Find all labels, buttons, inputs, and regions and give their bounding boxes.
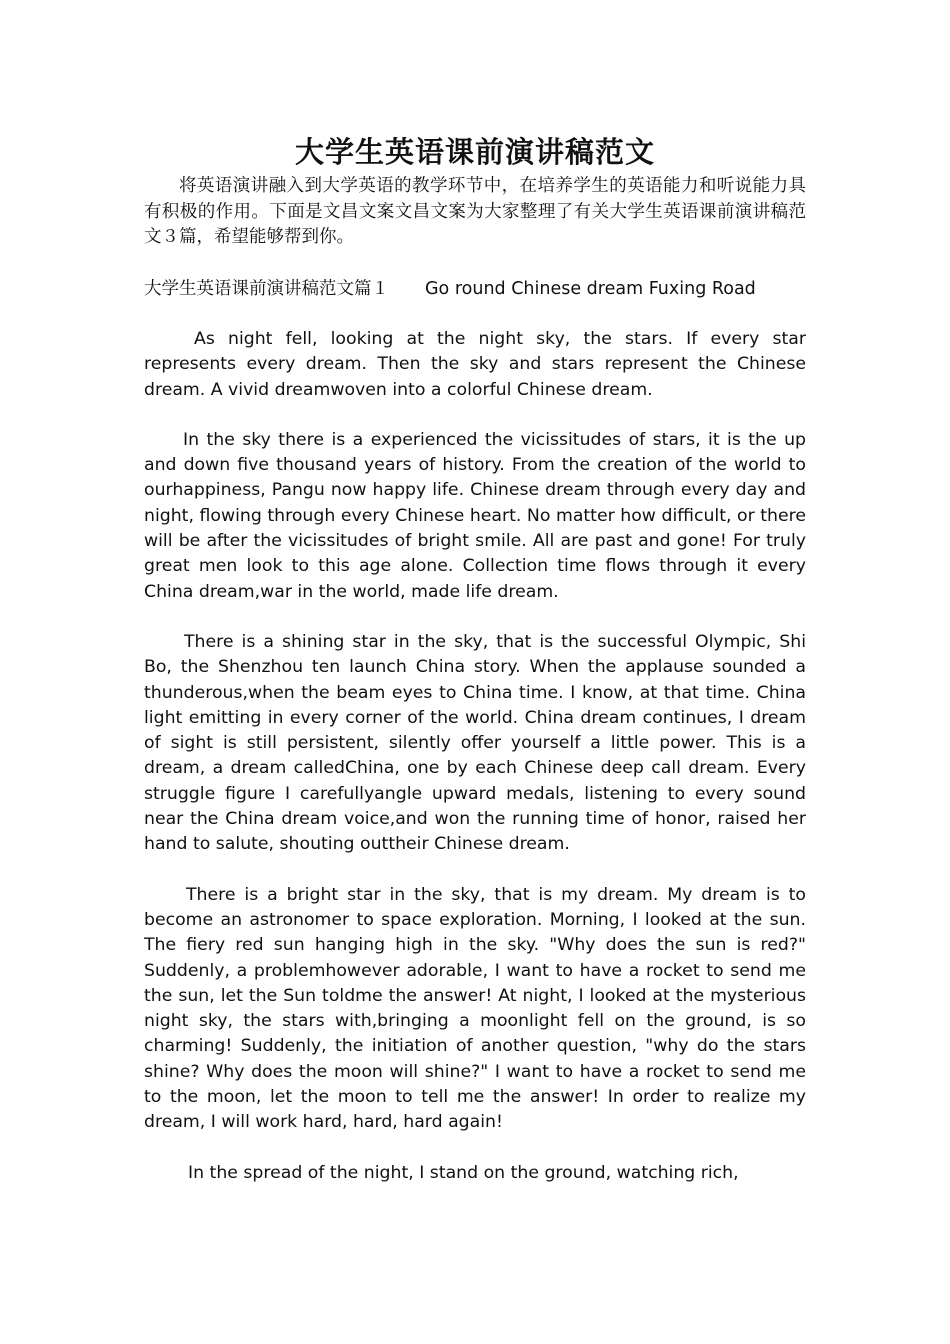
document-title: 大学生英语课前演讲稿范文 bbox=[294, 135, 655, 169]
section-heading-label: 大学生英语课前演讲稿范文篇１ bbox=[144, 278, 389, 299]
body-paragraph-2: In the sky there is a experienced the vicissitudes of stars, it is the up and down five thousand years of history. From the creation of the world to ourhappiness, Pangu now happy life. Chinese dream through every day and night, flowing through every Chinese heart. No matter how difficult, or there will be after the vicissitudes of bright smile. All are past and gone! For truly great men look to this age alone. Collection time flows through it every China dream,war in the world, made life dream. bbox=[144, 429, 806, 602]
section-heading bbox=[144, 277, 806, 303]
body-paragraph-5: In the spread of the night, I stand on the ground, watching rich, bbox=[188, 1162, 739, 1183]
body-paragraph-4: There is a bright star in the sky, that is my dream. My dream is to become an astronomer to space exploration. Morning, I looked at the sun. The fiery red sun hanging high in the sky. "Why does the sun is red?" Suddenly, a problemhowever adorable, I want to have a rocket to send me the sun, let the Sun toldme the answer! At night, I looked at the mysterious night sky, the stars with,bringing a moonlight fell on the ground, is so charming! Suddenly, the initiation of another question, "why do the stars shine? Why does the moon will shine?" I want to have a rocket to send me to the moon, let the moon to tell me the answer! In order to realize my dream, I will work hard, hard, hard again! bbox=[144, 884, 806, 1133]
section-heading-subtitle: Go round Chinese dream Fuxing Road bbox=[425, 278, 756, 299]
body-paragraph-1: As night fell, looking at the night sky, the stars. If every star represents every dream. Then the sky and stars represent the Chinese dream. A vivid dreamwoven into a colorful Chinese dream. bbox=[144, 329, 806, 400]
intro-paragraph: 将英语演讲融入到大学英语的教学环节中，在培养学生的英语能力和听说能力具有积极的作用。下面是文昌文案文昌文案为大家整理了有关大学生英语课前演讲稿范文３篇，希望能够帮到你。 bbox=[144, 176, 806, 247]
document-page bbox=[144, 130, 806, 1186]
body-paragraph-3: There is a shining star in the sky, that is the successful Olympic, Shi Bo, the Shenzhou ten launch China story. When the applause sounded a thunderous,when the beam eyes to China time. I know, at that time. China light emitting in every corner of the world. China dream continues, I dream of sight is still persistent, silently offer yourself a little power. This is a dream, a dream calledChina, one by each Chinese deep call dream. Every struggle figure I carefullyangle upward medals, listening to every sound near the China dream voice,and won the running time of honor, raised her hand to salute, shouting outtheir Chinese dream. bbox=[144, 631, 806, 855]
